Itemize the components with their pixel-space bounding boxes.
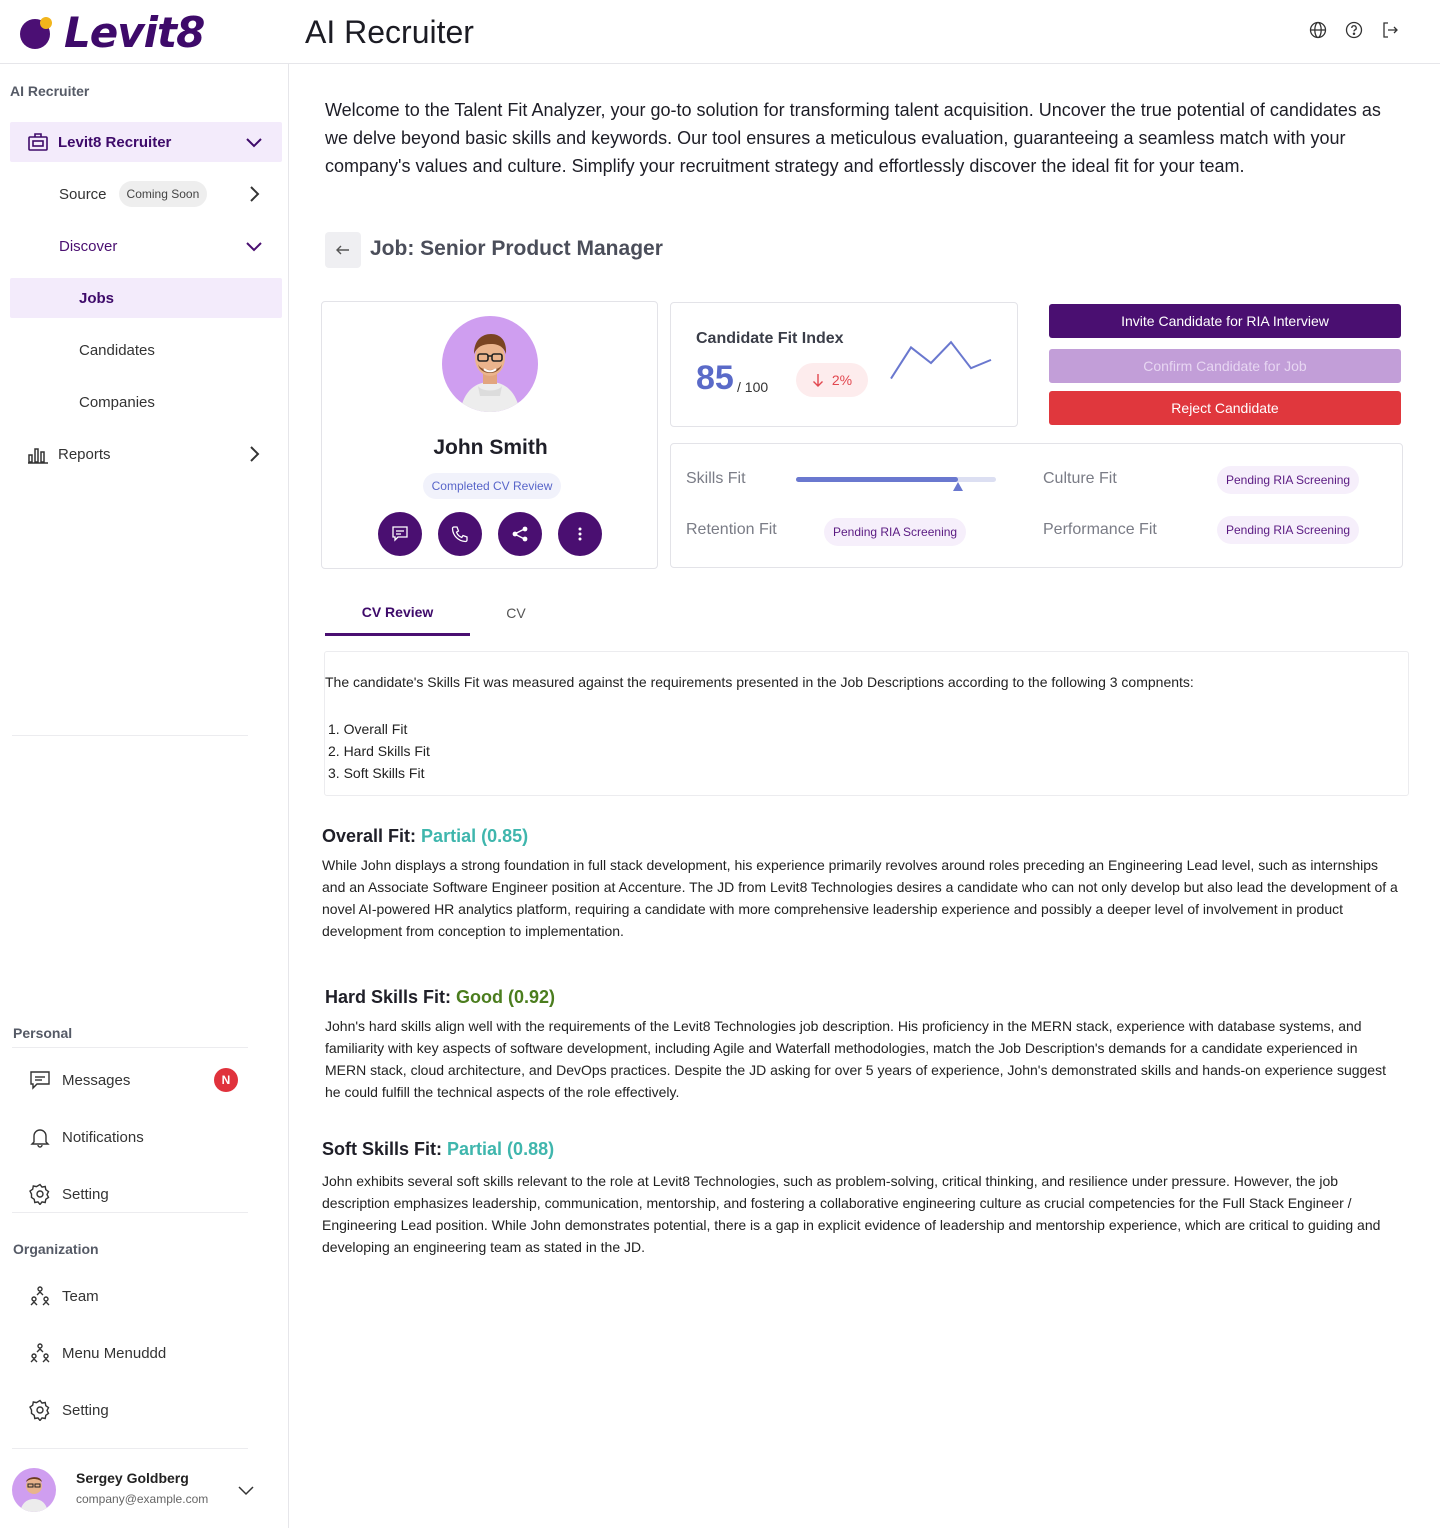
sidebar [0, 64, 289, 1528]
tab-cv-review[interactable]: CV Review [325, 590, 470, 636]
chevron-down-icon[interactable] [244, 236, 264, 256]
culture-fit-label: Culture Fit [1043, 470, 1117, 487]
skills-fit-marker [953, 482, 963, 491]
coming-soon-badge: Coming Soon [119, 181, 208, 207]
overall-fit-text: While John displays a strong foundation in full stack development, his experience primarily revolves around roles preceding an Engineering Lead level, such as internships and an Associate Software Engineer position at Accenture. The JD from Levit8 Technologies desires a candidate who can not only develop but also lead the development of a novel AI-powered HR analytics platform, requiring a candidate with more comprehensive leadership experience and possibly a deeper level of involvement in product development from conception to implementation. [322, 857, 1398, 939]
chevron-down-icon[interactable] [244, 132, 264, 152]
performance-fit-status: Pending RIA Screening [1217, 516, 1359, 544]
candidate-status-badge: Completed CV Review [423, 473, 561, 499]
review-intro: The candidate's Skills Fit was measured against the requirements presented in the Job Descriptions according to the following 3 compnents: [325, 674, 1194, 690]
hard-skills-fit-score: Good (0.92) [456, 987, 556, 1007]
arrow-down-icon [812, 373, 824, 387]
notifications-label: Notifications [62, 1128, 144, 1146]
divider [12, 1212, 248, 1213]
divider [12, 1448, 248, 1449]
messages-badge: N [214, 1068, 238, 1092]
sidebar-section-title: AI Recruiter [10, 83, 90, 99]
levit8-logo[interactable] [20, 10, 204, 56]
message-button[interactable] [378, 512, 422, 556]
share-button[interactable] [498, 512, 542, 556]
setting-label: Setting [62, 1185, 109, 1203]
menu-menuddd-label: Menu Menuddd [62, 1344, 167, 1362]
fit-index-max: / 100 [737, 379, 769, 395]
menu-item-team[interactable] [28, 1280, 258, 1312]
list-item: 3. Soft Skills Fit [328, 765, 425, 781]
overall-fit-heading [322, 826, 528, 847]
globe-icon[interactable] [1308, 20, 1328, 40]
team-icon [28, 1341, 52, 1365]
bell-icon [28, 1125, 52, 1149]
gear-icon [28, 1182, 52, 1206]
chevron-down-icon[interactable] [236, 1480, 256, 1500]
user-name: Sergey Goldberg [76, 1470, 189, 1486]
briefcase-icon [26, 130, 50, 154]
candidate-profile-card [321, 301, 658, 569]
share-icon [511, 525, 529, 543]
culture-fit-status: Pending RIA Screening [1217, 466, 1359, 494]
sidebar-group-label: Levit8 Recruiter [58, 133, 172, 151]
user-profile[interactable] [12, 1468, 262, 1518]
soft-skills-fit-title: Soft Skills Fit: [322, 1139, 443, 1159]
chevron-right-icon[interactable] [244, 184, 264, 204]
menu-item-setting[interactable] [28, 1178, 258, 1210]
message-icon [28, 1068, 52, 1092]
list-item: 1. Overall Fit [328, 721, 408, 737]
retention-fit-status: Pending RIA Screening [824, 518, 966, 546]
soft-skills-fit-text: John exhibits several soft skills relevant to the role at Levit8 Technologies, such as problem-solving, critical thinking, and resilience under pressure. However, the job description emphasizes leadership, communication, mentorship, and fostering a collaborative engineering culture as crucial competencies for the Full Stack Engineer / Engineering Lead position. While John demonstrates potential, there is a gap in explicit evidence of leadership and mentorship experience, which are critical to guiding and developing an engineering team as stated in the JD. [322, 1173, 1381, 1255]
menu-item-notifications[interactable] [28, 1121, 258, 1153]
fit-index-label: Candidate Fit Index [696, 330, 844, 347]
candidate-avatar [442, 316, 538, 412]
list-item: 2. Hard Skills Fit [328, 743, 430, 759]
overall-fit-title: Overall Fit: [322, 826, 417, 846]
gear-icon [28, 1398, 52, 1422]
call-button[interactable] [438, 512, 482, 556]
cv-review-summary [324, 651, 1409, 796]
help-icon[interactable] [1344, 20, 1364, 40]
menu-item-org-setting[interactable] [28, 1394, 258, 1426]
divider [12, 1047, 248, 1048]
hard-skills-fit-heading [325, 987, 555, 1008]
sidebar-item-discover[interactable] [10, 226, 282, 266]
user-email: company@example.com [76, 1492, 209, 1506]
personal-section-title: Personal [13, 1025, 73, 1041]
review-component-list [328, 718, 430, 784]
arrow-left-icon [335, 242, 351, 258]
team-icon [28, 1284, 52, 1308]
candidates-label: Candidates [79, 341, 155, 359]
reject-candidate-button[interactable]: Reject Candidate [1049, 391, 1401, 425]
fit-breakdown-card [670, 443, 1403, 568]
jobs-label: Jobs [79, 289, 115, 307]
intro-text: Welcome to the Talent Fit Analyzer, your go-to solution for transforming talent acquisition. Uncover the true potential of candidates as we delve beyond basic skills and keywords. Our tool ensures a meticulous evaluation, guaranteeing a seamless match with your company's values and culture. Simplify your recruitment strategy and effortlessly discover the ideal fit for your team. [325, 100, 1381, 176]
org-setting-label: Setting [62, 1401, 109, 1419]
sparkline-line [891, 342, 991, 378]
back-button[interactable] [325, 232, 361, 268]
bar-chart-icon [26, 442, 50, 466]
menu-item-messages[interactable] [28, 1064, 258, 1096]
hard-skills-fit-title: Hard Skills Fit: [325, 987, 452, 1007]
menu-item-menu-menuddd[interactable] [28, 1337, 258, 1369]
avatar[interactable] [12, 1468, 56, 1512]
soft-skills-fit-score: Partial (0.88) [447, 1139, 555, 1159]
invite-interview-button[interactable]: Invite Candidate for RIA Interview [1049, 304, 1401, 338]
skills-fit-bar [796, 477, 996, 482]
message-icon [391, 525, 409, 543]
performance-fit-label: Performance Fit [1043, 521, 1157, 538]
confirm-candidate-button[interactable]: Confirm Candidate for Job [1049, 349, 1401, 383]
candidate-name: John Smith [433, 436, 548, 459]
more-icon [571, 525, 589, 543]
overall-fit-score: Partial (0.85) [421, 826, 529, 846]
sidebar-item-candidates[interactable] [10, 330, 282, 370]
review-tabs [325, 590, 1405, 636]
more-button[interactable] [558, 512, 602, 556]
logo-text: Levit8 [64, 8, 205, 57]
messages-label: Messages [62, 1071, 131, 1089]
organization-section-title: Organization [13, 1241, 99, 1257]
skills-fit-label: Skills Fit [686, 470, 746, 487]
sidebar-group-levit8-recruiter[interactable] [10, 122, 282, 162]
sidebar-item-source[interactable] [10, 174, 282, 214]
chevron-right-icon[interactable] [244, 444, 264, 464]
source-label: Source [59, 185, 107, 203]
fit-trend-sparkline [887, 333, 995, 393]
team-label: Team [62, 1287, 99, 1305]
divider [12, 735, 248, 736]
app-title: AI Recruiter [305, 14, 474, 50]
sidebar-item-reports[interactable] [10, 434, 282, 474]
phone-icon [451, 525, 469, 543]
sidebar-item-jobs[interactable] [10, 278, 282, 318]
fit-index-delta-badge [796, 363, 868, 397]
job-title: Job: Senior Product Manager [370, 237, 663, 260]
hard-skills-fit-text: John's hard skills align well with the requirements of the Levit8 Technologies job description. His proficiency in the MERN stack, experience with database systems, and familiarity with key aspects of software development, including Agile and Waterfall methodologies, match the Job Description's demands for a candidate experienced in MERN stack, cloud architecture, and DevOps practices. Despite the JD asking for over 5 years of experience, John's demonstrated skills and hands-on experience suggest he could fulfill the technical aspects of the role effectively. [325, 1018, 1386, 1100]
discover-label: Discover [59, 237, 118, 255]
candidate-fit-index-card [670, 302, 1018, 427]
top-header [0, 0, 1440, 64]
retention-fit-label: Retention Fit [686, 521, 777, 538]
fit-index-score: 85 [696, 359, 734, 397]
soft-skills-fit-heading [322, 1139, 554, 1160]
tab-cv[interactable]: CV [506, 605, 526, 621]
skills-fit-bar-fill [796, 477, 958, 482]
reports-label: Reports [58, 445, 111, 463]
logout-icon[interactable] [1380, 20, 1400, 40]
logo-mark-icon [20, 15, 56, 51]
fit-index-delta: 2% [831, 372, 853, 388]
companies-label: Companies [79, 393, 155, 411]
sidebar-item-companies[interactable] [10, 382, 282, 422]
